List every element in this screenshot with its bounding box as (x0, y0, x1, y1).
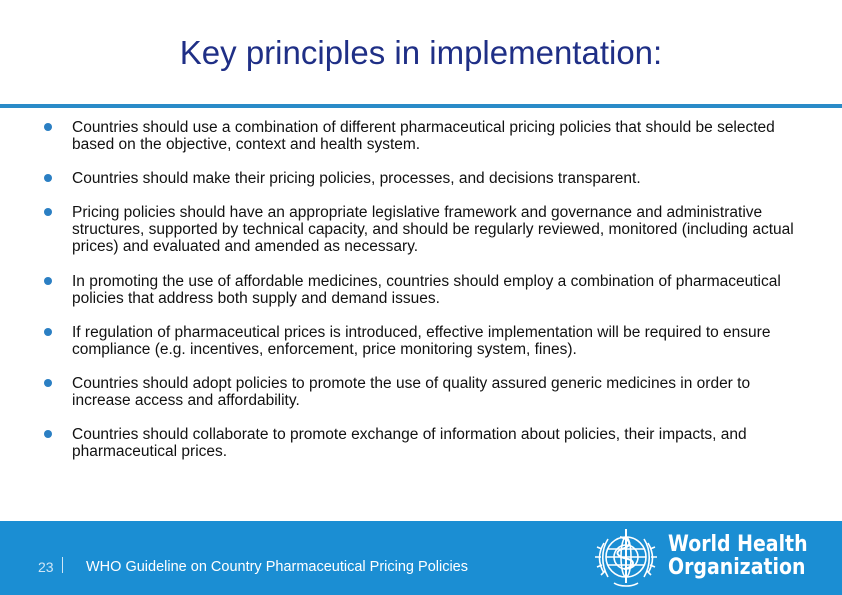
bullet-item (40, 170, 810, 187)
bullet-item (40, 204, 810, 255)
bullet-list (40, 119, 810, 477)
footer-caption: WHO Guideline on Country Pharmaceutical Pricing Policies (86, 559, 468, 575)
bullet-dot-icon (44, 123, 52, 131)
who-wordmark-line2: Organization (668, 555, 806, 580)
who-emblem-icon (592, 523, 660, 591)
bullet-dot-icon (44, 277, 52, 285)
bullet-dot-icon (44, 430, 52, 438)
bullet-text: Countries should use a combination of different pharmaceutical pricing policies that should be selected based on the objective, context and health system. (72, 119, 775, 153)
who-wordmark-line1: World Health (668, 532, 808, 557)
bullet-dot-icon (44, 208, 52, 216)
bullet-text: Countries should adopt policies to promote the use of quality assured generic medicines in order to increase access and affordability. (72, 375, 751, 409)
title-divider (0, 104, 842, 108)
footer-bar (0, 521, 842, 595)
bullet-dot-icon (44, 379, 52, 387)
bullet-text: In promoting the use of affordable medicines, countries should employ a combination of pharmaceutical policies that address both supply and demand issues. (72, 273, 781, 307)
bullet-text: Pricing policies should have an appropriate legislative framework and governance and administrative structures, supported by technical capacity, and should be regularly reviewed, monitored (including actual prices) and evaluated and amended as necessary. (72, 204, 794, 255)
slide-title: Key principles in implementation: (179, 34, 663, 71)
bullet-dot-icon (44, 174, 52, 182)
bullet-text: Countries should collaborate to promote exchange of information about policies, their impacts, and pharmaceutical prices. (72, 426, 747, 460)
bullet-item (40, 119, 810, 153)
bullet-item (40, 375, 810, 409)
page-number-divider (62, 557, 63, 573)
page-number: 23 (38, 559, 54, 575)
bullet-text: Countries should make their pricing policies, processes, and decisions transparent. (72, 170, 641, 187)
bullet-item (40, 426, 810, 460)
bullet-item (40, 273, 810, 307)
bullet-item (40, 324, 810, 358)
bullet-dot-icon (44, 328, 52, 336)
who-wordmark (668, 533, 808, 579)
bullet-text: If regulation of pharmaceutical prices is introduced, effective implementation will be required to ensure compliance (e.g. incentives, enforcement, price monitoring system, fines). (72, 324, 771, 358)
